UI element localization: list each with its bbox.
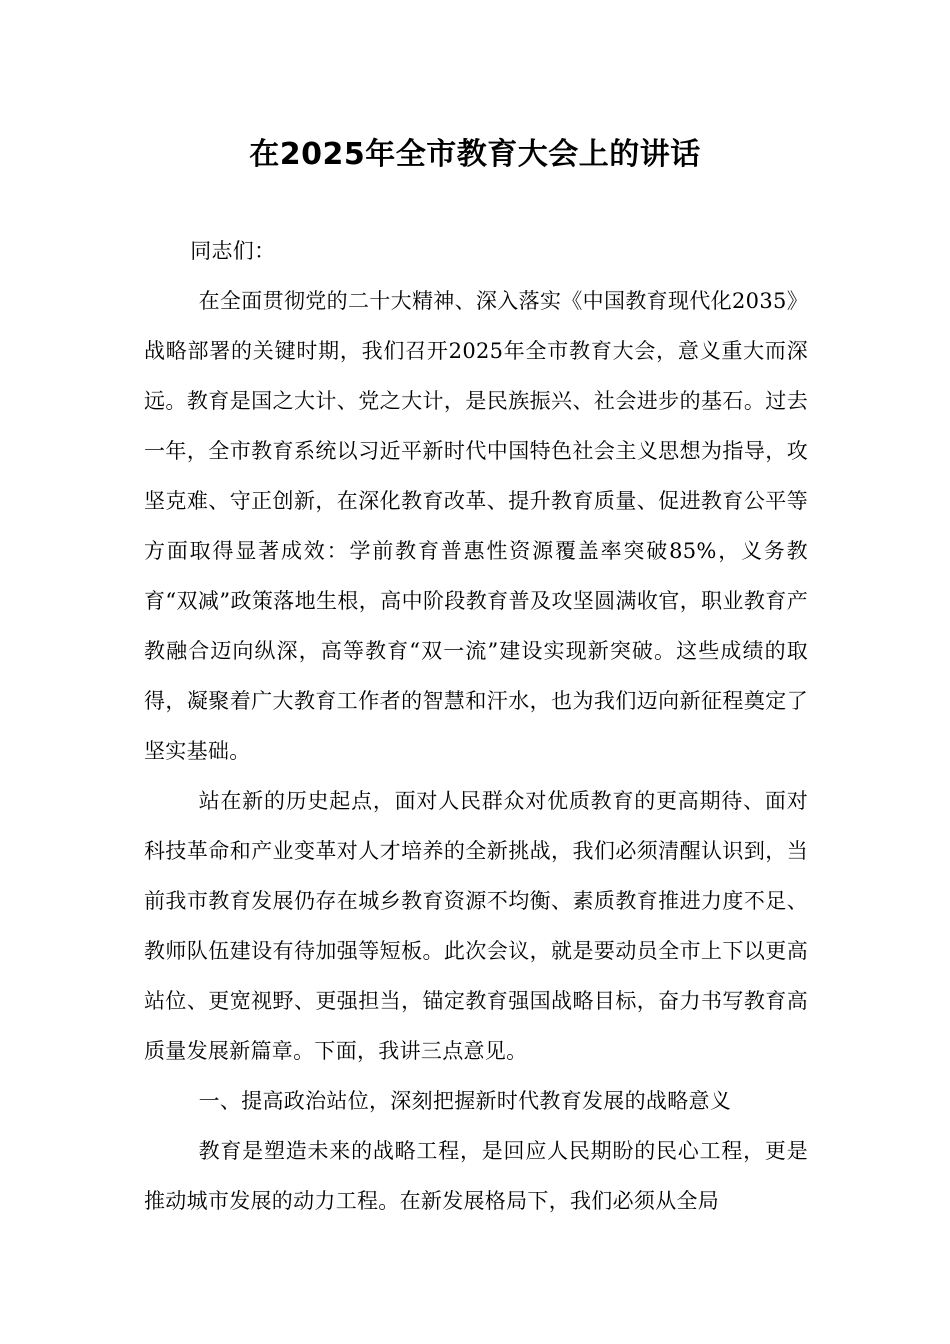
salutation: 同志们：	[190, 239, 276, 263]
paragraph-intro: 在全面贯彻党的二十大精神、深入落实《中国教育现代化2035》战略部署的关键时期，我们召开2025年全市教育大会，意义重大而深远。教育是国之大计、党之大计，是民族振兴、社会进步的基石。过去一年，全市教育系统以习近平新时代中国特色社会主义思想为指导，攻坚克难、守正创新，在深化教育改革、提升教育质量、促进教育公平等方面取得显著成效：学前教育普惠性资源覆盖率突破85%，义务教育“双减”政策落地生根，高中阶段教育普及攻坚圆满收官，职业教育产教融合迈向纵深，高等教育“双一流”建设实现新突破。这些成绩的取得，凝聚着广大教育工作者的智慧和汗水，也为我们迈向新征程奠定了坚实基础。	[144, 289, 808, 763]
document-title: 在2025年全市教育大会上的讲话	[249, 137, 701, 172]
section-heading: 一、提高政治站位，深刻把握新时代教育发展的战略意义	[198, 1089, 732, 1113]
paragraph-challenges: 站在新的历史起点，面对人民群众对优质教育的更高期待、面对科技革命和产业变革对人才培养的全新挑战，我们必须清醒认识到，当前我市教育发展仍存在城乡教育资源不均衡、素质教育推进力度不足、教师队伍建设有待加强等短板。此次会议，就是要动员全市上下以更高站位、更宽视野、更强担当，锚定教育强国战略目标，奋力书写教育高质量发展新篇章。下面，我讲三点意见。	[144, 789, 808, 1063]
paragraph-section-one: 教育是塑造未来的战略工程，是回应人民期盼的民心工程，更是推动城市发展的动力工程。在新发展格局下，我们必须从全局	[144, 1139, 808, 1213]
document-body	[144, 226, 808, 1226]
